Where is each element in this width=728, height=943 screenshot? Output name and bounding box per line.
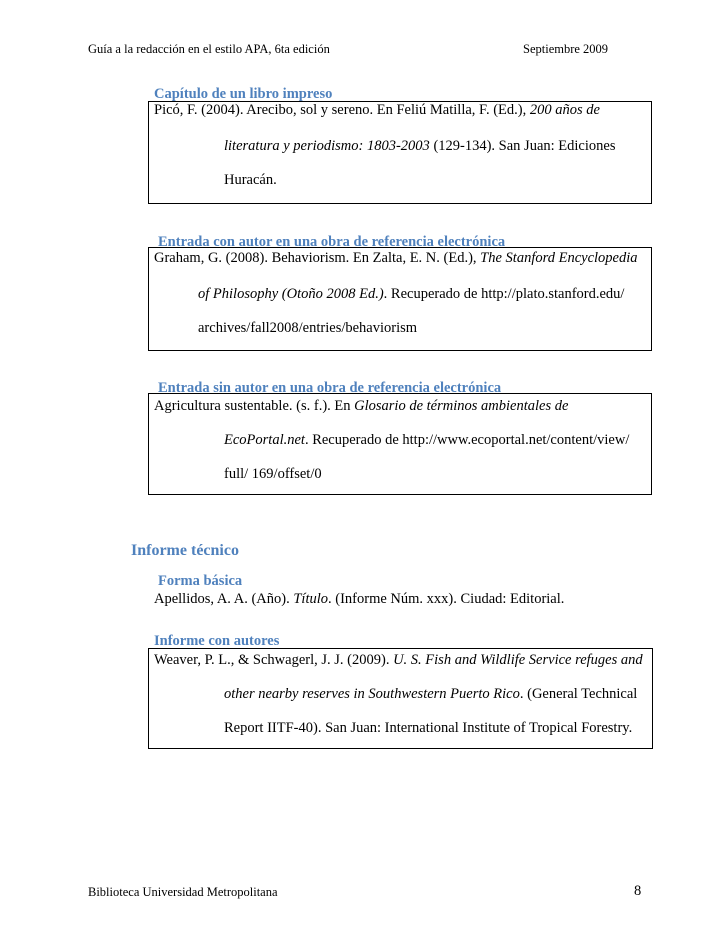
page-number: 8 xyxy=(634,883,642,899)
citation-line-2: of Philosophy (Otoño 2008 Ed.). Recuperado de http://plato.stanford.edu/ xyxy=(198,286,625,302)
citation-line-1: Agricultura sustentable. (s. f.). En Glosario de términos ambientales de xyxy=(154,398,569,414)
header-title: Guía a la redacción en el estilo APA, 6ta edición xyxy=(88,42,330,56)
citation-line-2: literatura y periodismo: 1803-2003 (129-134). San Juan: Ediciones xyxy=(224,138,616,154)
citation-line-3: Report IITF-40). San Juan: International Institute of Tropical Forestry. xyxy=(224,720,633,736)
citation-line-1: Graham, G. (2008). Behaviorism. En Zalta, E. N. (Ed.), The Stanford Encyclopedia xyxy=(154,250,638,266)
citation-line-3: archives/fall2008/entries/behaviorism xyxy=(198,320,418,336)
citation-line-2: EcoPortal.net. Recuperado de http://www.ecoportal.net/content/view/ xyxy=(224,432,630,448)
section-heading-sin-autor: Entrada sin autor en una obra de referencia electrónica xyxy=(158,380,502,396)
section-heading-forma-basica: Forma básica xyxy=(158,573,243,589)
section-heading-capitulo: Capítulo de un libro impreso xyxy=(154,86,333,102)
header-date: Septiembre 2009 xyxy=(523,42,609,56)
citation-line-3: Huracán. xyxy=(224,172,277,188)
citation-line-3: full/ 169/offset/0 xyxy=(224,466,322,482)
citation-line-1: Picó, F. (2004). Arecibo, sol y sereno. En Feliú Matilla, F. (Ed.), 200 años de xyxy=(154,102,600,118)
citation-line-1: Weaver, P. L., & Schwagerl, J. J. (2009). U. S. Fish and Wildlife Service refuges and xyxy=(154,652,643,668)
section-heading-con-autores: Informe con autores xyxy=(154,633,280,649)
citation-line-2: other nearby reserves in Southwestern Puerto Rico. (General Technical xyxy=(224,686,638,702)
section-heading-informe: Informe técnico xyxy=(131,542,239,559)
citation-line-1: Apellidos, A. A. (Año). Título. (Informe Núm. xxx). Ciudad: Editorial. xyxy=(154,591,565,607)
section-heading-con-autor: Entrada con autor en una obra de referencia electrónica xyxy=(158,234,506,250)
footer-library: Biblioteca Universidad Metropolitana xyxy=(88,885,278,899)
